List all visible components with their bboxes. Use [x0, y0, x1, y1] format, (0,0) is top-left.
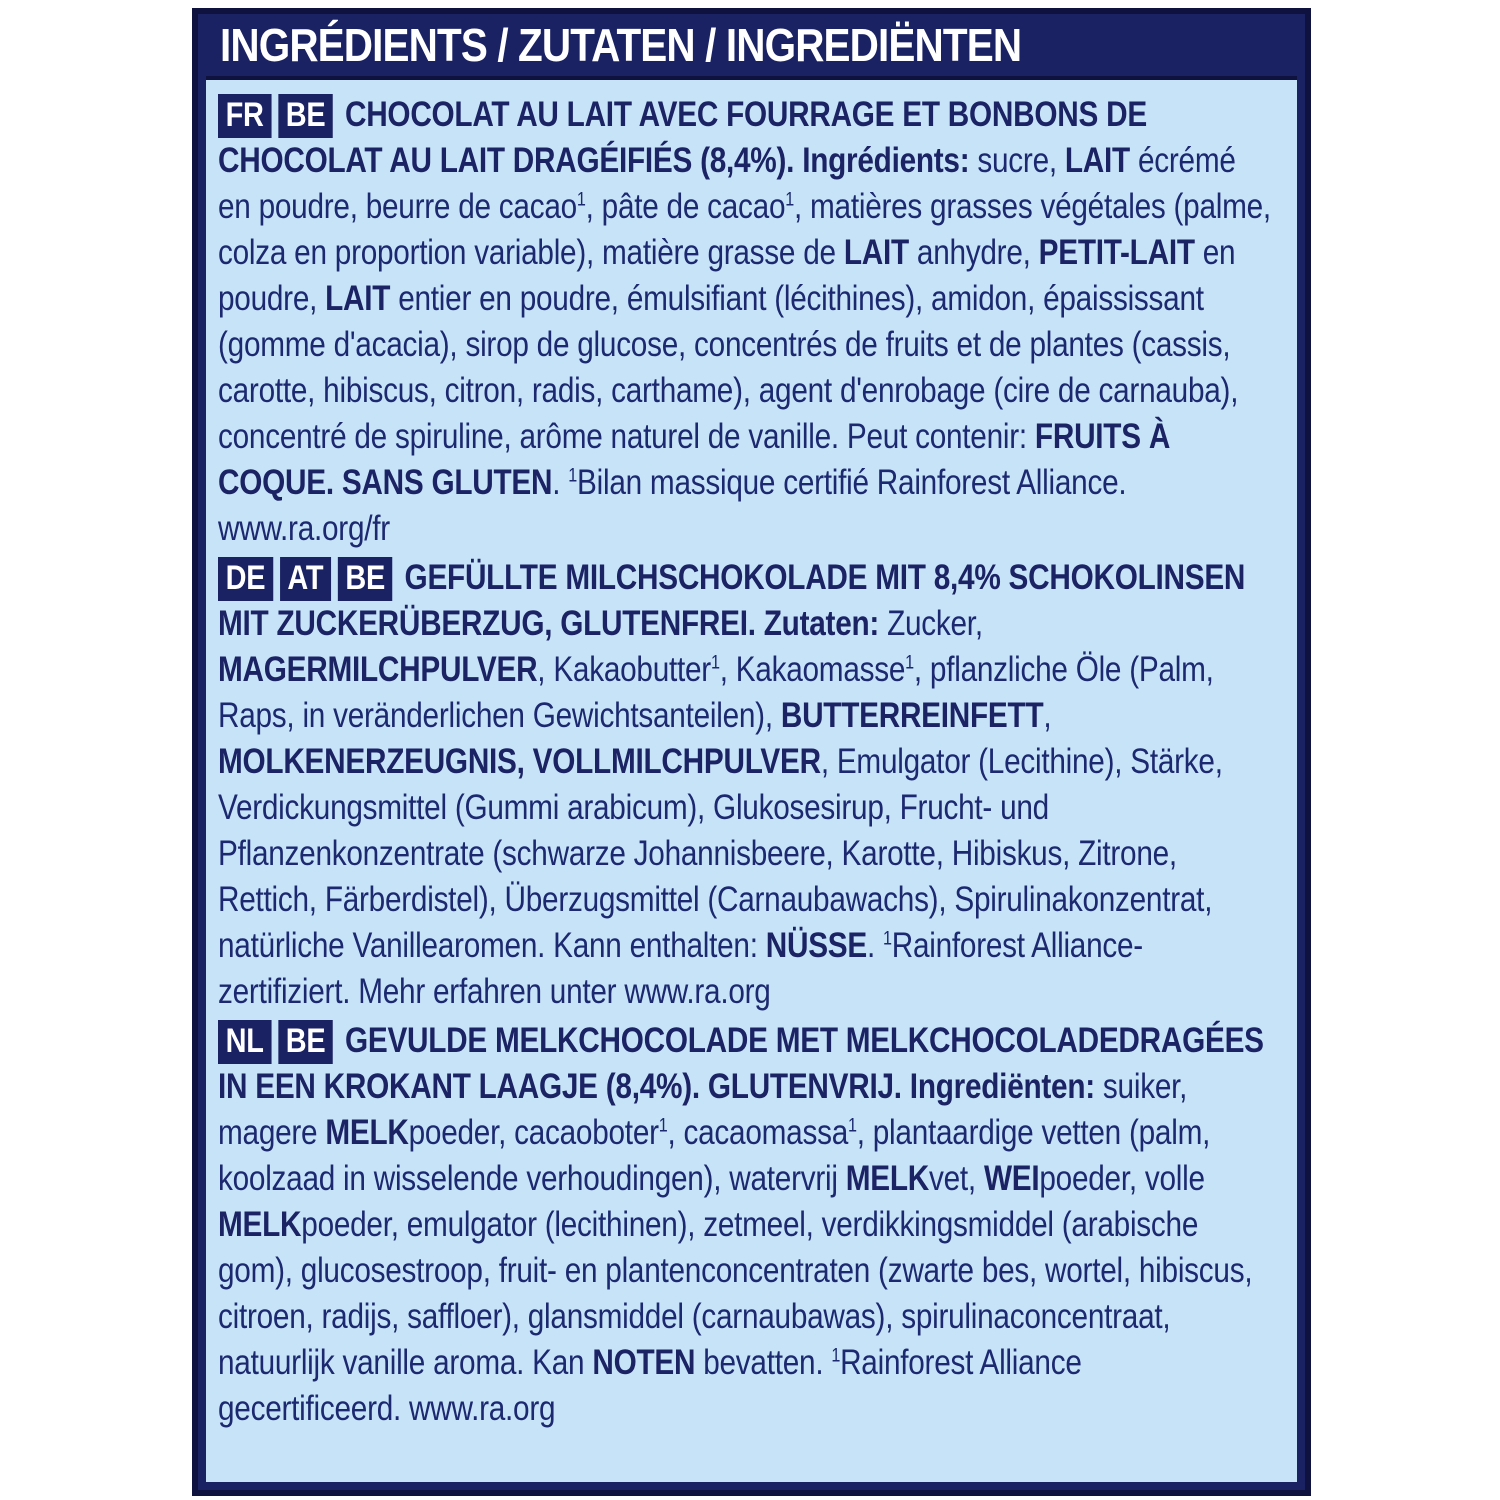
ingredient-emphasis-text: GEFÜLLTE MILCHSCHOKOLADE MIT 8,4% SCHOKOLINSEN MIT ZUCKERÜBERZUG, GLUTENFREI. — [218, 558, 1246, 643]
ingredient-text: , pâte de cacao — [585, 187, 786, 226]
ingredient-text: Rainforest Alliance gecertificeerd. www.ra.org — [218, 1343, 1082, 1428]
ingredient-text: écrémé en poudre, beurre de cacao — [218, 141, 1236, 226]
ingredient-emphasis-text: NÜSSE — [765, 926, 867, 965]
ingredient-emphasis-text: GEVULDE MELKCHOCOLADE MET MELKCHOCOLADEDRAGÉES IN EEN KROKANT LAAGJE (8,4%). GLUTENVRIJ. — [218, 1021, 1264, 1106]
ingredient-text: anhydre, — [908, 233, 1039, 272]
ingredient-text: sucre, — [977, 141, 1065, 180]
ingredient-text: entier en poudre, émulsifiant (lécithines), amidon, épaississant (gomme d'acacia), sirop de glucose, concentrés de fruits et de plantes (cassis, carotte, hibiscus, citron, radis, carthame), agent d'enrobage (cire de carnauba), concentré de spiruline, arôme naturel de vanille. Peut contenir: — [218, 279, 1239, 456]
ingredient-text: Rainforest Alliance-zertifiziert. Mehr erfahren unter www.ra.org — [218, 926, 1143, 1011]
ingredient-text: . — [552, 463, 569, 502]
ingredient-emphasis-text: NOTEN — [592, 1343, 696, 1382]
ingredients-label — [192, 8, 1311, 1496]
ingredient-text: , — [1043, 696, 1052, 735]
ingredient-emphasis-text: PETIT-LAIT — [1038, 233, 1195, 272]
footnote-marker: 1 — [658, 1115, 668, 1137]
country-badge-at: AT — [280, 557, 331, 601]
footnote-marker: 1 — [710, 652, 720, 674]
ingredient-emphasis-text: MELK — [845, 1159, 930, 1198]
ingredient-emphasis-text: MELK — [218, 1205, 302, 1244]
ingredient-text: , Emulgator (Lecithine), Stärke, Verdickungsmittel (Gummi arabicum), Glukosesirup, Frucht- und Pflanzenkonzentrate (schwarze Johannisbeere, Karotte, Hibiskus, Zitrone, Rettich, Färberdistel), Überzugsmittel (Carnaubawachs), Spirulinakonzentrat, natürliche Vanillearomen. Kann enthalten: — [218, 742, 1223, 965]
country-badge-fr: FR — [218, 94, 271, 138]
ingredient-emphasis-text: LAIT — [843, 233, 909, 272]
country-badge-be: BE — [338, 557, 393, 601]
ingredient-emphasis-text: FRUITS À COQUE. SANS GLUTEN — [218, 417, 1171, 502]
ingredient-emphasis-text: MAGERMILCHPULVER — [218, 650, 538, 689]
ingredient-emphasis-text: WEI — [983, 1159, 1040, 1198]
country-badge-nl: NL — [218, 1020, 271, 1064]
footnote-marker: 1 — [883, 928, 892, 950]
ingredient-text: , Kakaomasse — [719, 650, 906, 689]
footnote-marker: 1 — [905, 652, 914, 674]
ingredient-text: en poudre, — [218, 233, 1236, 318]
ingredient-text: Zucker, — [887, 604, 983, 643]
ingredient-text: Bilan massique certifié Rainforest Alliance. www.ra.org/fr — [218, 463, 1127, 548]
ingredient-text: . — [866, 926, 884, 965]
footnote-marker: 1 — [576, 189, 586, 211]
country-badge-be: BE — [278, 1020, 333, 1064]
footnote-marker: 1 — [847, 1115, 857, 1137]
ingredients-header-bar — [198, 14, 1305, 76]
ingredient-emphasis-text: BUTTERREINFETT — [780, 696, 1044, 735]
ingredient-text: vet, — [929, 1159, 984, 1198]
ingredients-section-dutch — [218, 1018, 1272, 1432]
country-badge-de: DE — [218, 557, 273, 601]
ingredient-text: poeder, cacaoboter — [408, 1113, 659, 1152]
ingredients-section-german — [218, 555, 1272, 1015]
ingredient-emphasis-text: Zutaten: — [763, 604, 888, 643]
ingredient-emphasis-text: MELK — [325, 1113, 409, 1152]
ingredients-section-french — [218, 92, 1272, 552]
ingredient-text: poeder, volle — [1039, 1159, 1205, 1198]
ingredient-text: bevatten. — [695, 1343, 832, 1382]
ingredient-text: , cacaomassa — [667, 1113, 848, 1152]
ingredient-text: , plantaardige vetten (palm, koolzaad in wisselende verhoudingen), watervrij — [218, 1113, 1211, 1198]
ingredient-text: , matières grasses végétales (palme, colza en proportion variable), matière grasse de — [218, 187, 1271, 272]
ingredients-text-dutch — [218, 1021, 1264, 1428]
language-badges-nl-be — [218, 1021, 340, 1060]
footnote-marker: 1 — [831, 1345, 841, 1367]
ingredient-emphasis-text: LAIT — [325, 279, 391, 318]
ingredients-header-title: INGRÉDIENTS / ZUTATEN / INGREDIËNTEN — [220, 19, 1022, 71]
ingredient-text: , pflanzliche Öle (Palm, Raps, in veränderlichen Gewichtsanteilen), — [218, 650, 1214, 735]
language-badges-fr-be — [218, 95, 340, 134]
ingredients-content — [218, 92, 1272, 1432]
country-badge-be: BE — [278, 94, 333, 138]
ingredients-text-german — [218, 558, 1245, 1011]
ingredient-emphasis-text: Ingrédients: — [802, 141, 978, 180]
footnote-marker: 1 — [785, 189, 794, 211]
ingredient-emphasis-text: MOLKENERZEUGNIS, VOLLMILCHPULVER — [218, 742, 821, 781]
ingredients-body — [206, 76, 1297, 1482]
ingredients-text-french — [218, 95, 1271, 548]
ingredient-text: suiker, magere — [218, 1067, 1188, 1152]
ingredient-text: poeder, emulgator (lecithinen), zetmeel, verdikkingsmiddel (arabische gom), glucosestroop, fruit- en plantenconcentraten (zwarte bes, wortel, hibiscus, citroen, radijs, saffloer), glansmiddel (carnaubawas), spirulinaconcentraat, natuurlijk vanille aroma. Kan — [218, 1205, 1253, 1382]
ingredient-emphasis-text: CHOCOLAT AU LAIT AVEC FOURRAGE ET BONBONS DE CHOCOLAT AU LAIT DRAGÉIFIÉS (8,4%). — [218, 95, 1147, 180]
ingredient-emphasis-text: Ingrediënten: — [909, 1067, 1103, 1106]
ingredient-text: , Kakaobutter — [537, 650, 711, 689]
language-badges-de-at-be — [218, 558, 399, 597]
footnote-marker: 1 — [568, 465, 578, 487]
ingredient-emphasis-text: LAIT — [1064, 141, 1130, 180]
